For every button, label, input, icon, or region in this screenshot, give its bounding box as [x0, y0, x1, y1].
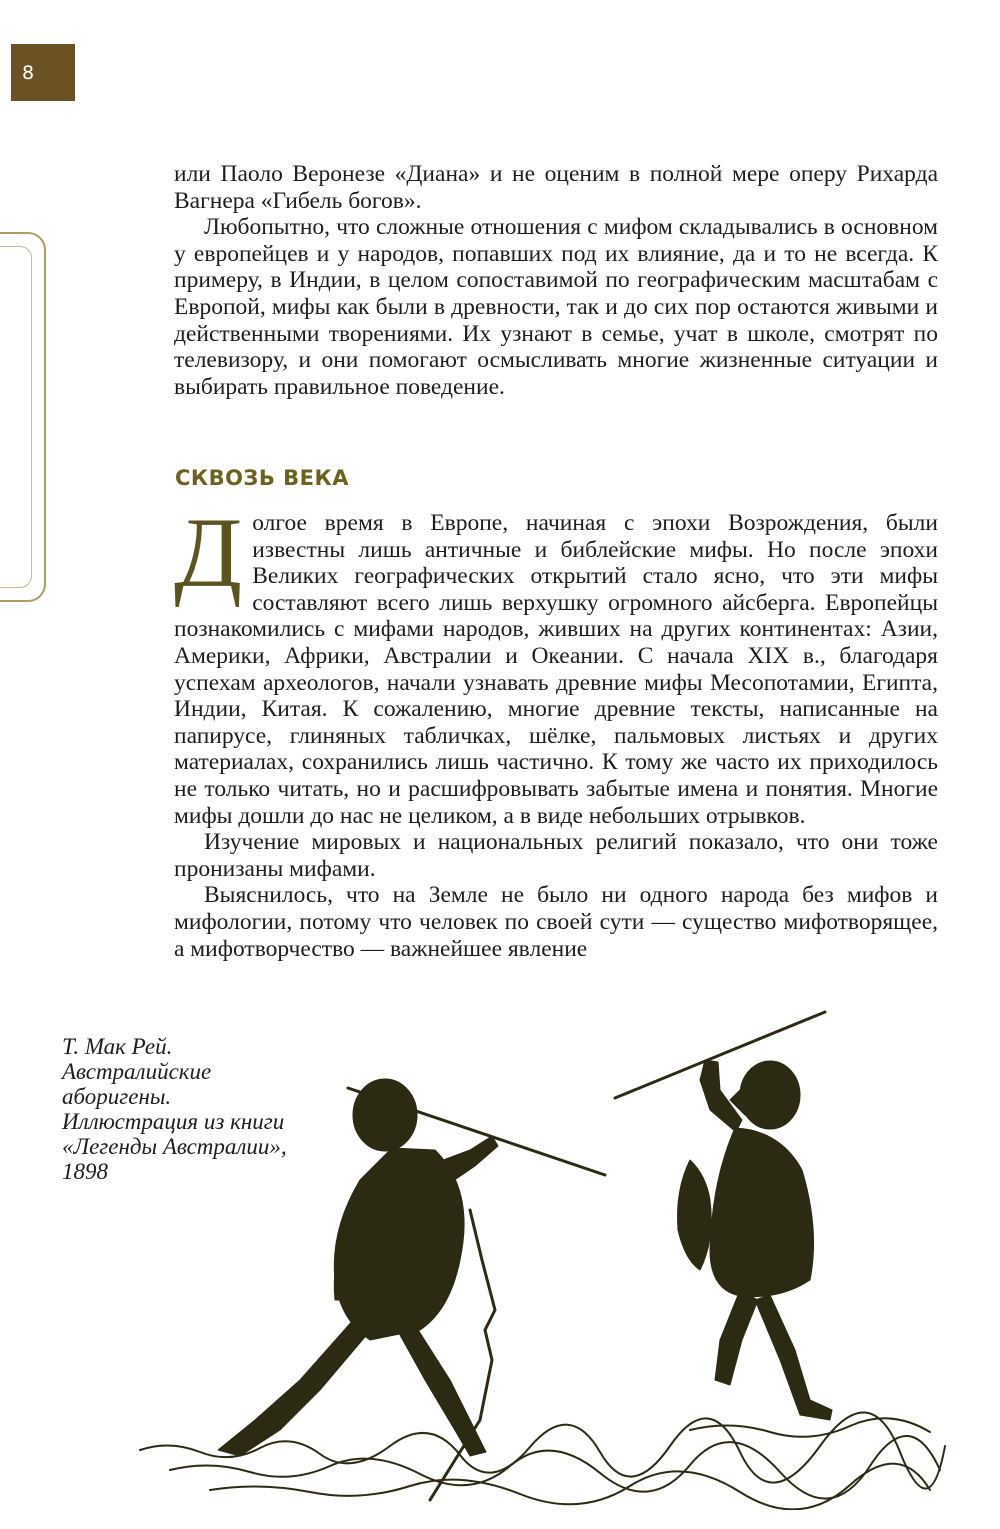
page-number: 8: [11, 44, 75, 101]
caption-line: 1898: [62, 1159, 108, 1184]
paragraph: Изучение мировых и национальных религий показало, что они тоже пронизаны мифами.: [174, 829, 938, 882]
aborigines-illustration: [130, 1000, 960, 1510]
section-heading: СКВОЗЬ ВЕКА: [175, 466, 349, 490]
caption-line: Т. Мак Рей.: [62, 1034, 173, 1059]
paragraph: Выяснилось, что на Земле не было ни одного народа без мифов и мифологии, потому что человек по своей сути — существо мифотворящее, а мифотворчество — важнейшее явление: [174, 882, 938, 962]
caption-line: «Легенды Австралии»,: [62, 1134, 287, 1159]
caption-line: Австралийские: [62, 1059, 212, 1084]
caption-line: Иллюстрация из книги: [62, 1109, 285, 1134]
caption-line: аборигены.: [62, 1084, 172, 1109]
paragraph-text: олгое время в Европе, начиная с эпохи Возрождения, были известны лишь античные и библейские мифы. Но после эпохи Великих географических открытий стало ясно, что эти мифы составляют всего лишь верхушку огромного айсберга. Европейцы познакомились с мифами народов, живших на других континентах: Азии, Америки, Африки, Австралии и Океании. С начала XIX в., благодаря успехам археологов, начали узнавать древние мифы Месопотамии, Египта, Индии, Китая. К сожалению, многие древние тексты, написанные на папирусе, глиняных табличках, шёлке, пальмовых листьях и других материалах, сохранились лишь частично. К тому же часто их приходилось не только читать, но и расшифровывать забытые имена и понятия. Многие мифы дошли до нас не целиком, а в виде небольших отрывков.: [174, 510, 938, 829]
paragraph: Любопытно, что сложные отношения с мифом складывались в основном у европейцев и у народов, попавших под их влияние, да и то не всегда. К примеру, в Индии, в целом сопоставимой по географическим масштабам с Европой, мифы как были в древности, так и до сих пор остаются живыми и действенными творениями. Их узнают в семье, учат в школе, смотрят по телевизору, и они помогают осмысливать многие жизненные ситуации и выбирать правильное поведение.: [174, 214, 938, 400]
body-text-main: [174, 497, 938, 962]
paragraph: или Паоло Веронезе «Диана» и не оценим в полной мере оперу Рихарда Вагнера «Гибель богов».: [174, 161, 938, 214]
side-tab-decoration: [0, 232, 46, 602]
paragraph: [174, 497, 938, 829]
body-text-top: [174, 161, 938, 400]
drop-cap: Д: [174, 497, 243, 608]
